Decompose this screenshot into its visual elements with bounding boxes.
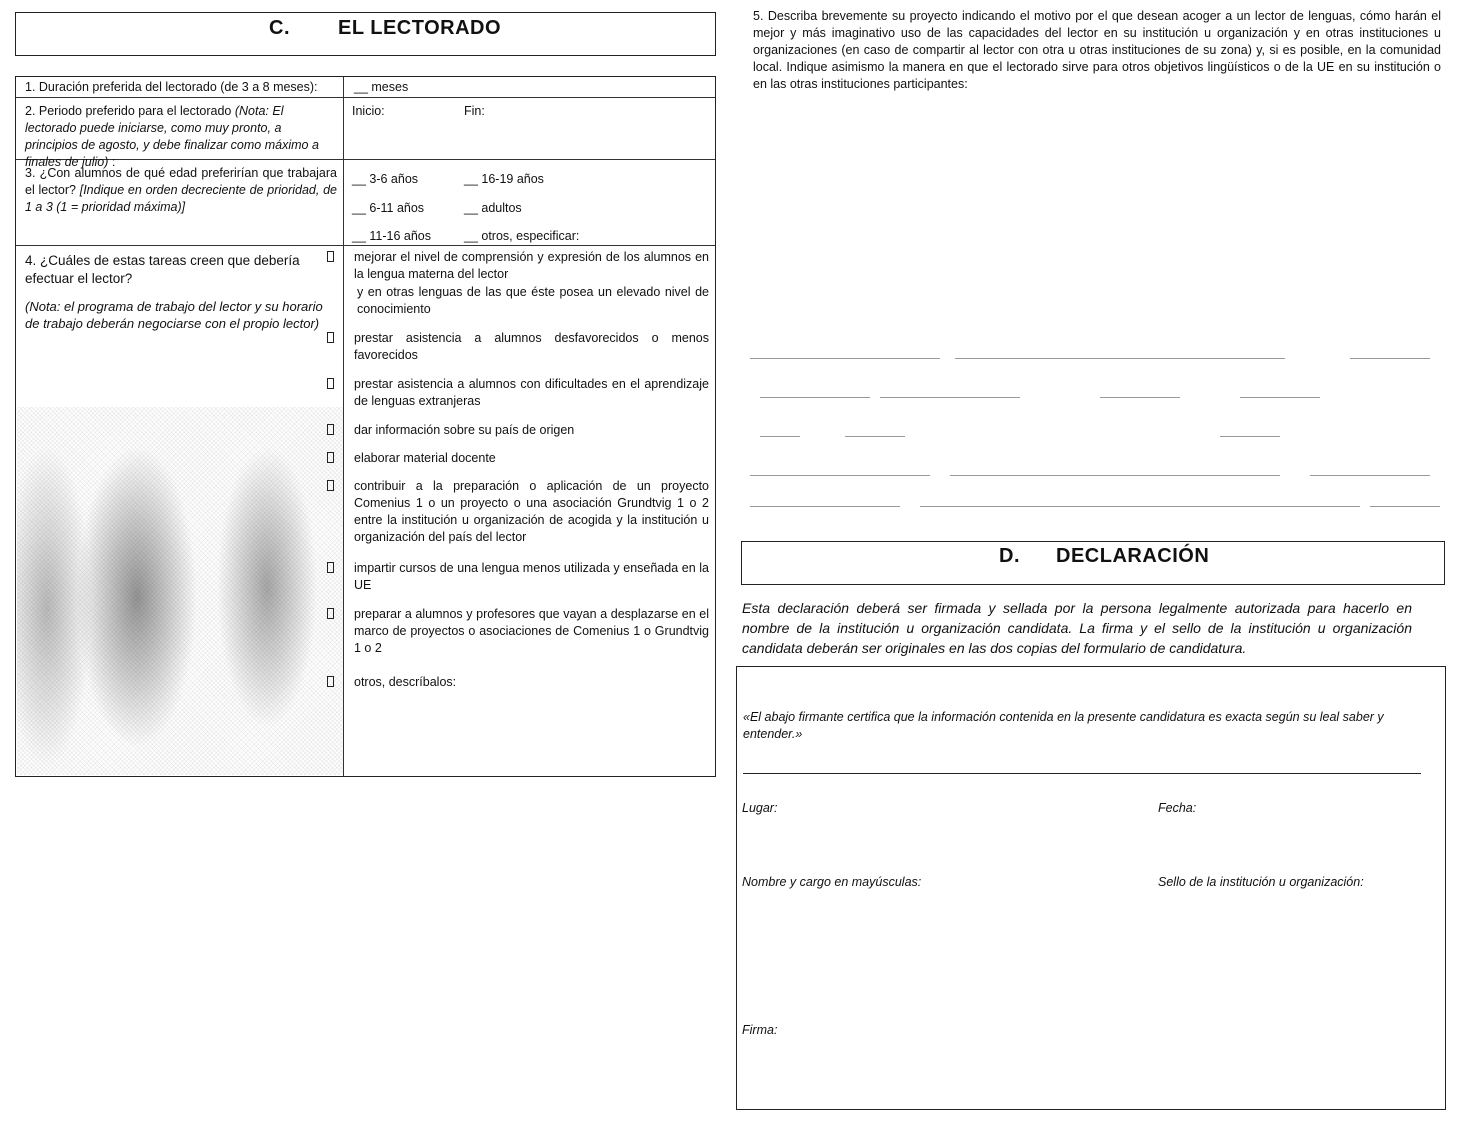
q1-months-field[interactable]: __ meses — [354, 80, 409, 94]
section-c-letter: C. — [269, 17, 290, 39]
sello-field[interactable]: Sello de la institución u organización: — [1158, 875, 1364, 889]
declaration-intro: Esta declaración deberá ser firmada y sellada por la persona legalmente autorizada para hacerlo en nombre de la institución u organización candidata. La firma y el sello de la institución u organización candidata deberán ser originales en las dos copias del formulario de candidatura. — [742, 600, 1412, 656]
table-divider — [343, 77, 344, 776]
age-option-3-6[interactable]: __ 3-6 años — [352, 172, 419, 186]
checkbox[interactable] — [327, 332, 334, 343]
section-c-header — [15, 12, 716, 56]
task-5[interactable]: elaborar material docente — [354, 450, 709, 467]
lectorado-table — [15, 76, 716, 777]
q2-label: 2. Periodo preferido para el lectorado (Nota: El lectorado puede iniciarse, como muy pronto, a principios de agosto, y debe finalizar como máximo a finales de julio) : — [25, 104, 319, 169]
checkbox[interactable] — [327, 378, 334, 389]
signature-box — [736, 666, 1446, 1110]
q1-label: 1. Duración preferida del lectorado (de 3 a 8 meses): — [25, 80, 318, 94]
section-d-letter: D. — [999, 545, 1020, 567]
task-1[interactable]: mejorar el nivel de comprensión y expresión de los alumnos en la lengua materna del lector — [354, 249, 709, 283]
q2-note: (Nota: El lectorado puede iniciarse, como muy pronto, a principios de agosto, y debe finalizar como máximo a finales de julio) — [25, 104, 319, 169]
q2-fin-field[interactable]: Fin: — [464, 104, 485, 118]
q5-question: 5. Describa brevemente su proyecto indicando el motivo por el que desean acoger a un lector de lenguas, cómo harán el mejor y más imaginativo uso de las capacidades del lector en su institución u organización y en otras instituciones u organizaciones (en caso de compartir al lector con otra u otras instituciones de su zona) y, si es posible, en la comunidad local. Indique asimismo la manera en que el lectorado sirve para otros objetivos lingüísticos o de la UE en su institución o en las otras instituciones participantes: — [753, 9, 1441, 91]
section-d-header — [741, 541, 1445, 585]
task-1b: y en otras lenguas de las que éste posea un elevado nivel de conocimiento — [357, 285, 709, 316]
task-8[interactable]: preparar a alumnos y profesores que vayan a desplazarse en el marco de proyectos o asociaciones de Comenius 1 o Grundtvig 1 o 2 — [354, 606, 709, 657]
q2-label-text: 2. Periodo preferido para el lectorado — [25, 104, 235, 118]
age-option-adultos[interactable]: __ adultos — [464, 201, 522, 215]
separator-line — [743, 773, 1421, 774]
checkbox[interactable] — [327, 608, 334, 619]
task-3[interactable]: prestar asistencia a alumnos con dificultades en el aprendizaje de lenguas extranjeras — [354, 376, 709, 410]
q3-label — [25, 165, 337, 216]
task-6[interactable]: contribuir a la preparación o aplicación de un proyecto Comenius 1 o un proyecto o una asociación Grundtvig 1 o 2 entre la institución u organización de acogida y la institución u organización del país del lector — [354, 478, 709, 546]
age-option-16-19[interactable]: __ 16-19 años — [464, 172, 544, 186]
lugar-field[interactable]: Lugar: — [742, 801, 778, 815]
task-9[interactable]: otros, descríbalos: — [354, 674, 709, 691]
checkbox[interactable] — [327, 480, 334, 491]
q4-note: (Nota: el programa de trabajo del lector y su horario de trabajo deberán negociarse con el propio lector) — [25, 299, 323, 331]
scan-shading — [17, 407, 343, 775]
task-4[interactable]: dar información sobre su país de origen — [354, 422, 709, 439]
q4-label: 4. ¿Cuáles de estas tareas creen que debería efectuar el lector? — [25, 253, 300, 286]
q5-answer-area[interactable] — [750, 110, 1440, 530]
section-d-title: DECLARACIÓN — [1056, 545, 1210, 567]
checkbox[interactable] — [327, 424, 334, 435]
task-7[interactable]: impartir cursos de una lengua menos utilizada y enseñada en la UE — [354, 560, 709, 594]
checkbox[interactable] — [327, 562, 334, 573]
nombre-cargo-field[interactable]: Nombre y cargo en mayúsculas: — [742, 875, 922, 889]
section-c-title: EL LECTORADO — [338, 17, 502, 39]
checkbox[interactable] — [327, 452, 334, 463]
certify-text: «El abajo firmante certifica que la información contenida en la presente candidatura es exacta según su leal saber y entender.» — [743, 710, 1384, 741]
firma-field[interactable]: Firma: — [742, 1023, 778, 1037]
age-option-11-16[interactable]: __ 11-16 años — [352, 229, 431, 243]
q3-note: [Indique en orden decreciente de prioridad, de 1 a 3 (1 = prioridad máxima)] — [25, 183, 337, 214]
age-option-6-11[interactable]: __ 6-11 años — [352, 201, 425, 215]
q2-inicio-field[interactable]: Inicio: — [352, 104, 385, 118]
q3-label-text: 3. ¿Con alumnos de qué edad preferirían que trabajara el lector? — [25, 166, 337, 197]
task-2[interactable]: prestar asistencia a alumnos desfavorecidos o menos favorecidos — [354, 330, 709, 364]
checkbox[interactable] — [327, 676, 334, 687]
fecha-field[interactable]: Fecha: — [1158, 801, 1197, 815]
age-option-otros[interactable]: __ otros, especificar: — [464, 229, 580, 243]
checkbox[interactable] — [327, 251, 334, 262]
